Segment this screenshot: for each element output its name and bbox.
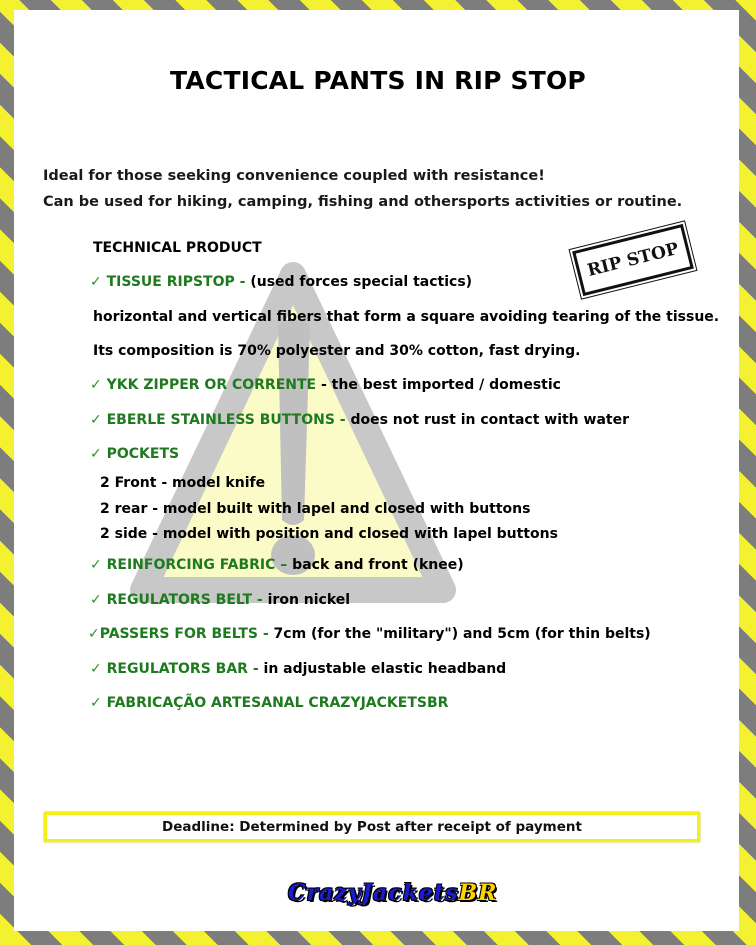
feature-bar — [90, 661, 506, 677]
feature-passers — [88, 626, 651, 642]
feature-label: POCKETS — [106, 446, 180, 462]
check-icon: ✓ — [90, 661, 102, 677]
section-heading: TECHNICAL PRODUCT — [93, 240, 262, 256]
ripstop-description-1: horizontal and vertical fibers that form a square avoiding tearing of the tissue. — [93, 309, 720, 325]
feature-buttons — [90, 412, 629, 428]
feature-belt — [90, 592, 350, 608]
check-icon: ✓ — [90, 557, 102, 573]
feature-text: does not rust in contact with water — [350, 412, 629, 428]
pocket-item: 2 rear - model built with lapel and closed with buttons — [100, 501, 531, 517]
feature-text: in adjustable elastic headband — [263, 661, 507, 677]
page-title: TACTICAL PANTS IN RIP STOP — [170, 66, 586, 95]
check-icon: ✓ — [88, 626, 100, 642]
feature-label: YKK ZIPPER OR CORRENTE — [106, 377, 317, 393]
deadline-text: Deadline: Determined by Post after receipt of payment — [162, 819, 582, 835]
check-icon: ✓ — [90, 446, 102, 462]
brand-logo — [288, 880, 498, 912]
feature-pockets — [90, 446, 179, 462]
feature-text: 7cm (for the "military") and 5cm (for thin belts) — [273, 626, 651, 642]
ripstop-description-2: Its composition is 70% polyester and 30% cotton, fast drying. — [93, 343, 581, 359]
feature-label: FABRICAÇÃO ARTESANAL CRAZYJACKETSBR — [106, 695, 449, 711]
feature-label: REINFORCING FABRIC – — [106, 557, 293, 573]
feature-text: iron nickel — [267, 592, 351, 608]
logo-main: CrazyJackets — [288, 880, 459, 906]
rip-stop-stamp: RIP STOP — [572, 224, 694, 296]
feature-label: PASSERS FOR BELTS - — [99, 626, 274, 642]
deadline-notice — [44, 812, 700, 842]
logo-suffix: BR — [458, 880, 498, 906]
feature-handmade — [90, 695, 448, 711]
check-icon: ✓ — [90, 592, 102, 608]
feature-text: (used forces special tactics) — [250, 274, 473, 290]
feature-text: back and front (knee) — [292, 557, 464, 573]
feature-label: TISSUE RIPSTOP - — [106, 274, 251, 290]
intro-line-2: Can be used for hiking, camping, fishing and othersports activities or routine. — [43, 194, 683, 210]
check-icon: ✓ — [90, 274, 102, 290]
feature-ripstop — [90, 274, 472, 290]
intro-line-1: Ideal for those seeking convenience coupled with resistance! — [43, 168, 545, 184]
pocket-item: 2 Front - model knife — [100, 475, 266, 491]
pocket-item: 2 side - model with position and closed with lapel buttons — [100, 526, 558, 542]
feature-fabric — [90, 557, 464, 573]
feature-text: - the best imported / domestic — [316, 377, 561, 393]
check-icon: ✓ — [90, 695, 102, 711]
check-icon: ✓ — [90, 412, 102, 428]
feature-zipper — [90, 377, 561, 393]
feature-label: REGULATORS BAR - — [106, 661, 264, 677]
feature-label: EBERLE STAINLESS BUTTONS - — [106, 412, 351, 428]
feature-label: REGULATORS BELT - — [106, 592, 268, 608]
check-icon: ✓ — [90, 377, 102, 393]
